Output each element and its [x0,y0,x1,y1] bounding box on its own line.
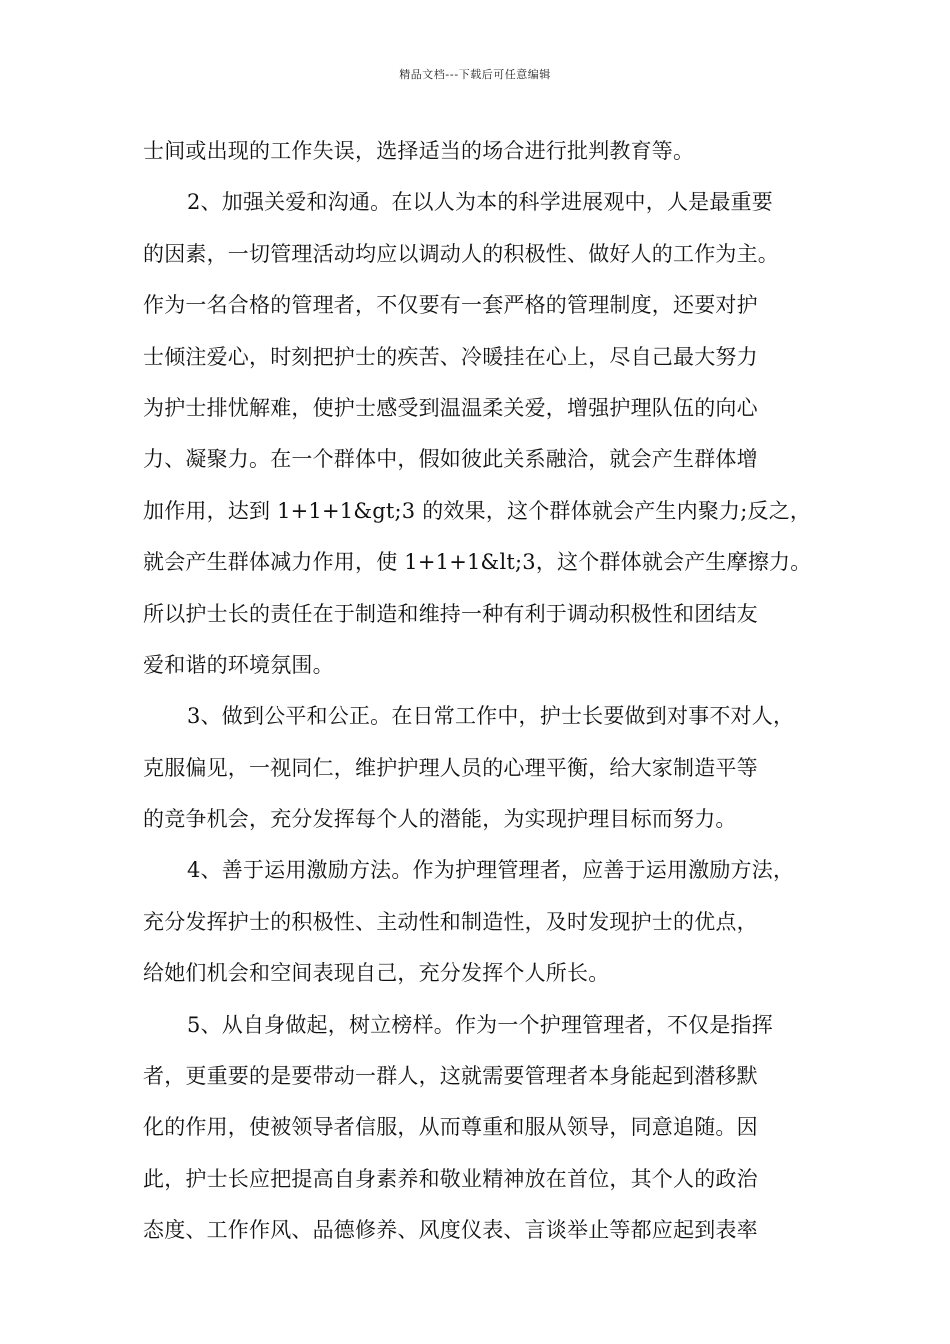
text-line: 士间或出现的工作失误，选择适当的场合进行批判教育等。 [143,139,695,163]
text-line: 克服偏见，一视同仁，维护护理人员的心理平衡，给大家制造平等 [143,755,758,780]
text-line: 化的作用，使被领导者信服，从而尊重和服从领导，同意追随。因 [143,1115,758,1140]
paragraph-start: 2、加强关爱和沟通。在以人为本的科学进展观中，人是最重要 [187,190,773,215]
document-body [143,126,823,1257]
text-line: 爱和谐的环境氛围。 [143,652,334,677]
paragraph-start: 3、做到公平和公正。在日常工作中，护士长要做到对事不对人， [187,704,795,729]
text-line: 力、凝聚力。在一个群体中，假如彼此关系融洽，就会产生群体增 [143,447,758,472]
paragraph-start: 4、善于运用激励方法。作为护理管理者，应善于运用激励方法， [187,858,795,883]
text-line: 态度、工作作风、品德修养、风度仪表、言谈举止等都应起到表率 [143,1218,758,1243]
paragraph-start: 5、从自身做起，树立榜样。作为一个护理管理者，不仅是指挥 [187,1012,773,1037]
text-line: 者，更重要的是要带动一群人，这就需要管理者本身能起到潜移默 [143,1064,758,1089]
text-line: 所以护士长的责任在于制造和维持一种有利于调动积极性和团结友 [143,601,758,626]
page-header: 精品文档---下载后可任意编辑 [399,68,551,81]
text-line: 给她们机会和空间表现自己，充分发挥个人所长。 [143,961,610,986]
text-line: 为护士排忧解难，使护士感受到温温柔关爱，增强护理队伍的向心 [143,395,758,420]
text-line: 的竞争机会，充分发挥每个人的潜能，为实现护理目标而努力。 [143,807,737,832]
text-line: 的因素，一切管理活动均应以调动人的积极性、做好人的工作为主。 [143,241,779,266]
text-line: 士倾注爱心，时刻把护士的疾苦、冷暖挂在心上，尽自己最大努力 [143,344,758,369]
text-line: 作为一名合格的管理者，不仅要有一套严格的管理制度，还要对护 [143,293,758,318]
text-line: 加作用，达到 1+1+1&gt;3 的效果，这个群体就会产生内聚力;反之， [143,498,812,523]
text-line: 此，护士长应把提高自身素养和敬业精神放在首位，其个人的政治 [143,1166,758,1191]
text-line: 就会产生群体减力作用，使 1+1+1&lt;3，这个群体就会产生摩擦力。 [143,550,812,575]
text-line: 充分发挥护士的积极性、主动性和制造性，及时发现护士的优点， [143,909,758,934]
